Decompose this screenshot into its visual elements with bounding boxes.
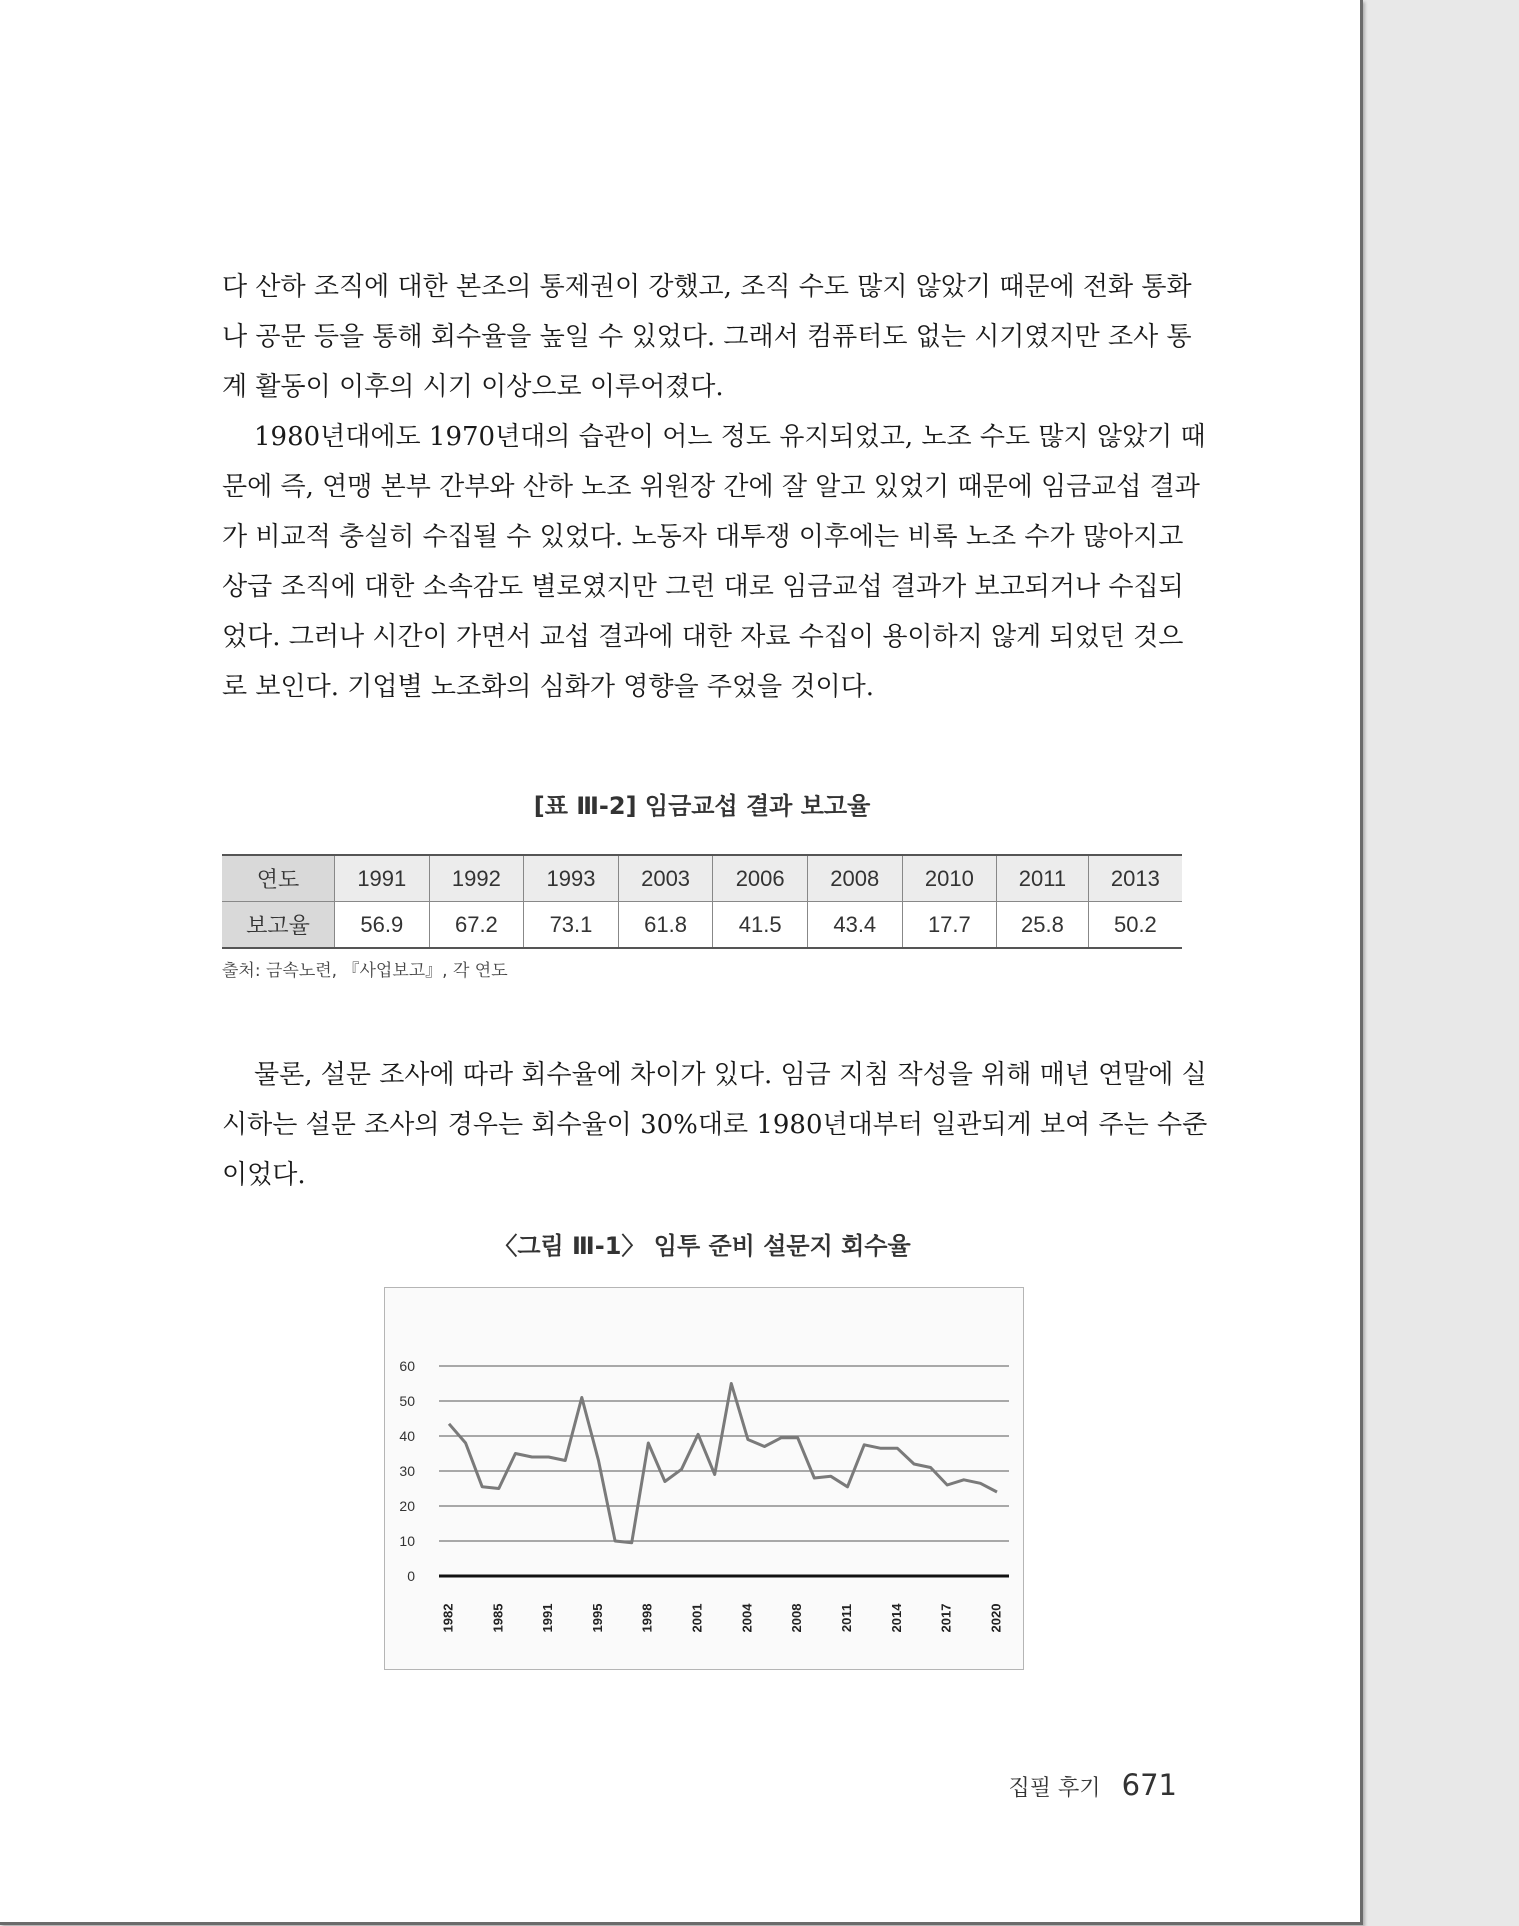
series-line (449, 1384, 997, 1543)
paragraph-1 (222, 262, 1192, 412)
table-data-row (222, 902, 1182, 949)
x-tick-label: 1991 (540, 1603, 556, 1633)
x-tick-label: 2020 (988, 1603, 1004, 1633)
y-tick-label: 60 (399, 1358, 415, 1374)
x-tick-label: 2014 (888, 1603, 904, 1633)
header-label-cell: 연도 (222, 855, 335, 902)
y-tick-label: 40 (399, 1428, 415, 1444)
text-line: 이었다. (222, 1160, 306, 1190)
table-header-row (222, 855, 1182, 902)
x-tick-label: 2011 (838, 1603, 854, 1633)
table-source: 출처: 금속노련, 『사업보고』, 각 연도 (222, 961, 508, 981)
text-line: 상급 조직에 대한 소속감도 별로였지만 그런 대로 임금교섭 결과가 보고되거나 수집되 (222, 572, 1184, 602)
x-tick-label: 1982 (440, 1603, 456, 1633)
rate-cell: 61.8 (618, 902, 713, 949)
text-line: 나 공문 등을 통해 회수율을 높일 수 있었다. 그래서 컴퓨터도 없는 시기였지만 조사 통 (222, 322, 1192, 352)
x-tick-label: 1998 (639, 1603, 655, 1633)
rate-cell: 56.9 (335, 902, 430, 949)
year-cell: 1992 (429, 855, 524, 902)
page-footer (1009, 1768, 1177, 1802)
rate-cell: 41.5 (713, 902, 808, 949)
chart-frame (384, 1287, 1024, 1670)
rate-cell: 50.2 (1088, 902, 1182, 949)
text-line: 로 보인다. 기업별 노조화의 심화가 영향을 주었을 것이다. (222, 672, 875, 702)
text-line: 1980년대에도 1970년대의 습관이 어느 정도 유지되었고, 노조 수도 많지 않았기 때 (254, 422, 1206, 452)
figure-caption: 〈그림 Ⅲ-1〉 임투 준비 설문지 회수율 (493, 1232, 911, 1260)
year-cell: 1993 (524, 855, 619, 902)
rate-cell: 25.8 (997, 902, 1089, 949)
row-label-cell: 보고율 (222, 902, 335, 949)
line-chart (385, 1288, 1023, 1669)
rate-cell: 17.7 (902, 902, 997, 949)
rate-cell: 67.2 (429, 902, 524, 949)
y-tick-label: 50 (399, 1393, 415, 1409)
y-tick-label: 0 (407, 1568, 415, 1584)
text-line: 가 비교적 충실히 수집될 수 있었다. 노동자 대투쟁 이후에는 비록 노조 수가 많아지고 (222, 522, 1184, 552)
x-tick-label: 1985 (490, 1603, 506, 1633)
year-cell: 2013 (1088, 855, 1182, 902)
year-cell: 2011 (997, 855, 1089, 902)
report-rate-table (222, 854, 1182, 949)
text-line: 문에 즉, 연맹 본부 간부와 산하 노조 위원장 간에 잘 알고 있었기 때문에 임금교섭 결과 (222, 472, 1200, 502)
y-tick-label: 20 (399, 1498, 415, 1514)
y-tick-label: 10 (399, 1533, 415, 1549)
paragraph-2 (222, 412, 1206, 712)
year-cell: 2006 (713, 855, 808, 902)
year-cell: 2003 (618, 855, 713, 902)
year-cell: 2010 (902, 855, 997, 902)
text-line: 계 활동이 이후의 시기 이상으로 이루어졌다. (222, 372, 724, 402)
text-line: 시하는 설문 조사의 경우는 회수율이 30%대로 1980년대부터 일관되게 보여 주는 수준 (222, 1110, 1208, 1140)
year-cell: 2008 (807, 855, 902, 902)
footer-label: 집필 후기 (1008, 1776, 1101, 1801)
paragraph-3 (222, 1050, 1208, 1200)
x-tick-label: 2004 (739, 1603, 755, 1633)
rate-cell: 43.4 (807, 902, 902, 949)
y-tick-label: 30 (399, 1463, 415, 1479)
x-tick-label: 1995 (589, 1603, 605, 1633)
x-tick-label: 2001 (689, 1603, 705, 1633)
table-caption: [표 Ⅲ-2] 임금교섭 결과 보고율 (533, 792, 871, 820)
year-cell: 1991 (335, 855, 430, 902)
page-number: 671 (1121, 1768, 1177, 1802)
text-line: 다 산하 조직에 대한 본조의 통제권이 강했고, 조직 수도 많지 않았기 때문에 전화 통화 (222, 272, 1192, 302)
text-line: 물론, 설문 조사에 따라 회수율에 차이가 있다. 임금 지침 작성을 위해 매년 연말에 실 (254, 1060, 1207, 1090)
rate-cell: 73.1 (524, 902, 619, 949)
x-tick-label: 2008 (789, 1603, 805, 1633)
text-line: 었다. 그러나 시간이 가면서 교섭 결과에 대한 자료 수집이 용이하지 않게 되었던 것으 (222, 622, 1184, 652)
x-tick-label: 2017 (938, 1603, 954, 1633)
